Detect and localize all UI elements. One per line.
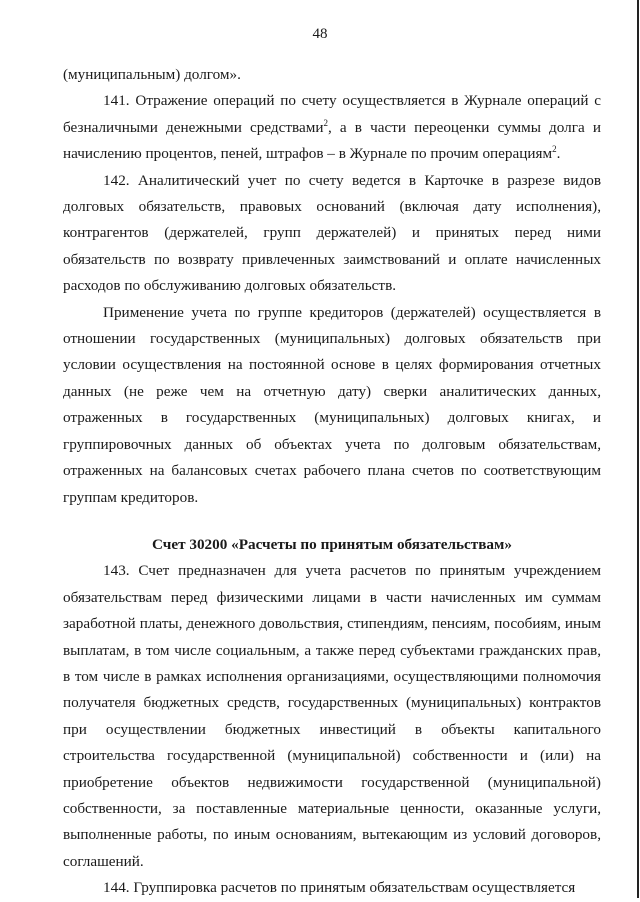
paragraph-142-continuation: Применение учета по группе кредиторов (держателей) осуществляется в отношении государственных (муниципальных) долговых обязательств при условии осуществления на постоянной основе в целях формирования отчетных данных (не реже чем на отчетную дату) сверки аналитических данных, отраженных в государственных (муниципальных) долговых книгах, и группировочных данных об объектах учета по долговым обязательствам, отраженных на балансовых счетах рабочего плана счетов по соответствующим группам кредиторов.	[63, 303, 601, 506]
paragraph-141	[63, 88, 601, 167]
paragraph-143: 143. Счет предназначен для учета расчетов по принятым учреждением обязательствам перед физическими лицами в части начисленных им суммам заработной платы, денежного довольствия, стипендиям, пенсиям, пособиям, иным выплатам, в том числе социальным, а также перед субъектами гражданских прав, в том числе в рамках исполнения организациями, осуществляющими полномочия получателя бюджетных средств, государственных (муниципальных) контрактов при осуществлении бюджетных инвестиций в объекты капитального строительства государственной (муниципальной) собственности и (или) на приобретение объектов недвижимости государственной (муниципальной) собственности, за поставленные материальные ценности, оказанные услуги, выполненные работы, по иным основаниям, вытекающим из условий договоров, соглашений.	[63, 562, 601, 870]
section-heading: Счет 30200 «Расчеты по принятым обязательствам»	[152, 535, 512, 553]
footnote-ref: 2	[552, 144, 557, 155]
paragraph-144: 144. Группировка расчетов по принятым обязательствам осуществляется	[103, 879, 576, 897]
page-number: 48	[312, 26, 328, 42]
paragraph-141-text-c: .	[556, 145, 561, 163]
paragraph-141-text-a: 141. Отражение операций по счету осуществляется в Журнале операций с безналичными денежными средствами	[63, 92, 601, 136]
paragraph-141-text-b: , а в части переоценки суммы долга и начислению процентов, пеней, штрафов – в Журнале по прочим операциям	[63, 118, 601, 163]
paragraph-continuation: (муниципальным) долгом».	[63, 66, 241, 83]
paragraph-142: 142. Аналитический учет по счету ведется в Карточке в разрезе видов долговых обязательств, правовых оснований (включая дату исполнения), контрагентов (держателей, групп держателей) и принятых перед ними обязательств по возврату привлеченных заимствований и оплате начисленных расходов по обслуживанию долговых обязательств.	[63, 171, 601, 295]
footnote-ref: 2	[323, 117, 328, 128]
document-body	[63, 62, 601, 902]
